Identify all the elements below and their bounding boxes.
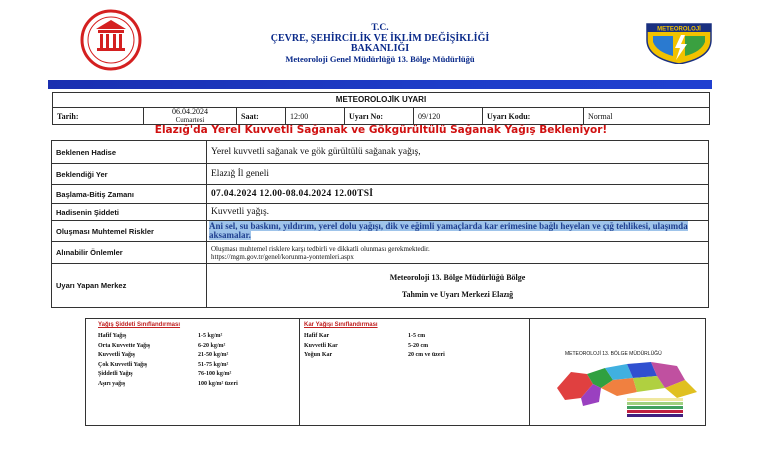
snow-class-name: Hafif Kar	[304, 333, 330, 339]
rain-class-value: 51-75 kg/m²	[198, 361, 229, 368]
rain-class-name: Aşırı yağış	[98, 380, 126, 387]
header-tc: T.C.	[371, 23, 389, 33]
row-label-center: Uyarı Yapan Merkez	[52, 264, 207, 308]
warning-detail-table	[51, 140, 709, 308]
row-label-location: Beklendiği Yer	[52, 164, 207, 185]
date-label: Tarih:	[53, 108, 144, 125]
meteoroloji-logo	[645, 18, 713, 64]
row-label-severity: Hadisenin Şiddeti	[52, 204, 207, 221]
center-line-2: Tahmin ve Uyarı Merkezi Elazığ	[401, 289, 514, 299]
header-ministry: ÇEVRE, ŞEHİRCİLİK VE İKLİM DEĞİŞİKLİĞİ	[270, 33, 490, 44]
region-map	[553, 358, 703, 418]
date-cell	[144, 108, 237, 125]
snow-class-value: 20 cm ve üzeri	[408, 352, 445, 358]
rain-class-value: 1-5 kg/m²	[198, 333, 223, 339]
warning-code-label: Uyarı Kodu:	[483, 108, 584, 125]
rain-class-name: Orta Kuvvette Yağış	[98, 342, 151, 349]
rain-legend-title: Yağış Şiddeti Sınıflandırması	[98, 322, 181, 328]
header-ministry-2: BAKANLIĞI	[350, 43, 410, 54]
rain-class-value: 100 kg/m² üzeri	[198, 380, 238, 387]
row-label-event: Beklenen Hadise	[52, 141, 207, 164]
snow-class-value: 5-20 cm	[408, 342, 429, 349]
legend-divider	[529, 319, 530, 425]
rain-class-name: Çok Kuvvetli Yağış	[98, 361, 148, 368]
time-label: Saat:	[237, 108, 286, 125]
snow-class-value: 1-5 cm	[408, 333, 426, 339]
time-value: 12:00	[286, 108, 345, 125]
row-value-location: Elazığ İl geneli	[207, 164, 709, 185]
rain-class-name: Şiddetli Yağış	[98, 371, 133, 377]
snow-legend-title: Kar Yağışı Sınıflandırması	[304, 322, 378, 328]
center-line-1: Meteoroloji 13. Bölge Müdürlüğü Bölge	[389, 272, 526, 282]
header-directorate: Meteoroloji Genel Müdürlüğü 13. Bölge Müdürlüğü	[285, 54, 475, 64]
rain-class-value: 21-50 kg/m²	[198, 352, 229, 358]
precautions-link[interactable]: https://mgm.gov.tr/genel/korunma-yontemleri.aspx	[211, 252, 354, 261]
row-value-precautions	[207, 242, 709, 264]
risks-highlight: Ani sel, su baskını, yıldırım, yerel dolu yağışı, dik ve eğimli yamaçlarda kar erimesine bağlı heyelan ve çığ tehlikesi, ulaşımda aksamalar.	[209, 221, 688, 240]
document-title: METEOROLOJİK UYARI	[52, 92, 710, 108]
snow-class-name: Kuvvetli Kar	[304, 342, 338, 349]
row-value-severity: Kuvvetli yağış.	[207, 204, 709, 221]
precautions-text: Oluşması muhtemel risklere karşı tedbirli ve dikkatli olunması gerekmektedir.	[211, 244, 430, 253]
warning-meta-table	[52, 107, 710, 125]
warning-no-value: 09/120	[414, 108, 483, 125]
row-value-risks	[207, 221, 709, 242]
rain-class-name: Kuvvetli Yağış	[98, 352, 135, 358]
row-value-time-range: 07.04.2024 12.00-08.04.2024 12.00TSİ	[207, 185, 709, 204]
rain-class-value: 76-100 kg/m²	[198, 371, 232, 377]
rain-class-value: 6-20 kg/m²	[198, 342, 226, 349]
snow-class-name: Yoğun Kar	[304, 352, 333, 358]
map-title: METEOROLOJİ 13. BÖLGE MÜDÜRLÜĞÜ	[565, 351, 662, 357]
rain-class-name: Hafif Yağış	[98, 333, 127, 339]
legend-divider	[299, 319, 300, 425]
warning-code-value: Normal	[584, 108, 710, 125]
ministry-seal-logo	[64, 8, 158, 72]
row-value-center	[207, 264, 709, 308]
date-day: Cumartesi	[175, 116, 205, 124]
warning-headline: Elazığ'da Yerel Kuvvetli Sağanak ve Gökgürültülü Sağanak Yağış Bekleniyor!	[154, 124, 608, 136]
row-label-risks: Oluşması Muhtemel Riskler	[52, 221, 207, 242]
warning-no-label: Uyarı No:	[345, 108, 414, 125]
date-value: 06.04.2024	[172, 107, 208, 116]
row-label-precautions: Alınabilir Önlemler	[52, 242, 207, 264]
header-divider-bar	[48, 80, 712, 89]
row-label-time-range: Başlama-Bitiş Zamanı	[52, 185, 207, 204]
row-value-event: Yerel kuvvetli sağanak ve gök gürültülü sağanak yağış,	[207, 141, 709, 164]
logo-text: METEOROLOJİ	[657, 26, 701, 33]
map-color-scale	[627, 398, 683, 417]
